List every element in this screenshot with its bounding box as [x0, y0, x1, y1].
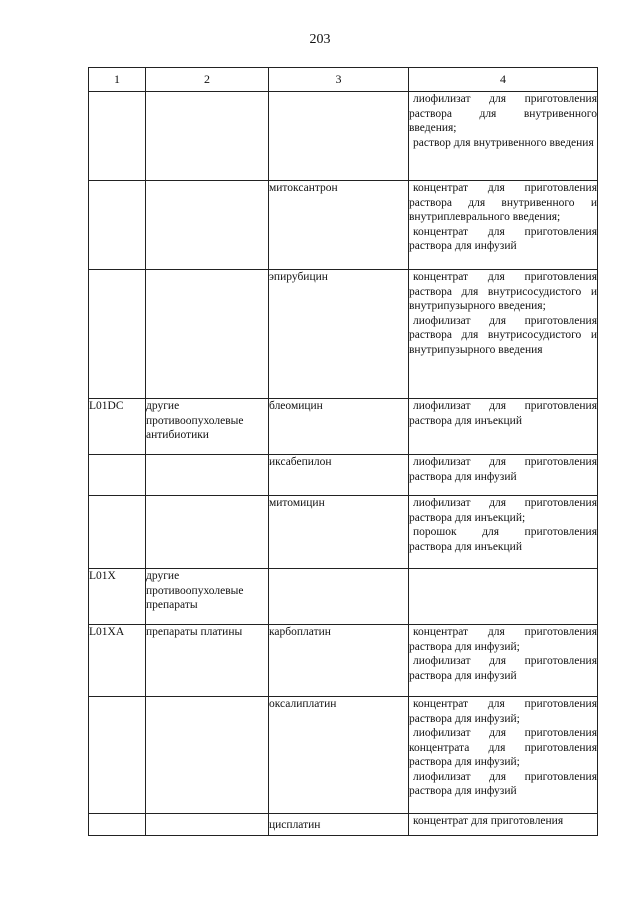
atc-code-cell: L01XA	[89, 625, 146, 697]
dosage-form-cell	[409, 625, 598, 697]
atc-code-cell	[89, 697, 146, 814]
atc-code-cell: L01X	[89, 569, 146, 625]
dosage-form-item: концентрат для приготовления раствора для инфузий;	[409, 626, 597, 653]
dosage-form-item: концентрат для приготовления раствора для внутрисосудистого и внутрипузырного введения;	[409, 271, 597, 312]
dosage-form-item: лиофилизат для приготовления концентрата для приготовления раствора для инфузий;	[409, 727, 597, 768]
drug-name-cell	[269, 569, 409, 625]
dosage-form-item: порошок для приготовления раствора для инъекций	[409, 526, 597, 553]
table-row	[89, 569, 598, 625]
dosage-form-cell	[409, 92, 598, 181]
atc-code-cell	[89, 455, 146, 496]
atc-code-cell	[89, 92, 146, 181]
group-name-cell	[146, 814, 269, 836]
drug-name-cell: оксалиплатин	[269, 697, 409, 814]
dosage-form-cell	[409, 569, 598, 625]
dosage-form-item: концентрат для приготовления	[413, 815, 564, 827]
header-col-2: 2	[146, 68, 269, 92]
dosage-form-cell	[409, 455, 598, 496]
dosage-form-item: раствор для внутривенного введения	[413, 136, 594, 149]
table-row	[89, 399, 598, 455]
header-col-1: 1	[89, 68, 146, 92]
drug-name-cell: иксабепилон	[269, 455, 409, 496]
header-col-3: 3	[269, 68, 409, 92]
atc-code-cell	[89, 496, 146, 569]
dosage-form-cell	[409, 496, 598, 569]
group-name-cell: другие противоопухолевые антибиотики	[146, 399, 269, 455]
table-row	[89, 625, 598, 697]
group-name-cell	[146, 92, 269, 181]
group-name-cell	[146, 697, 269, 814]
dosage-form-cell	[409, 814, 598, 836]
table-row	[89, 814, 598, 836]
atc-code-cell: L01DC	[89, 399, 146, 455]
table-row	[89, 181, 598, 270]
drug-name-cell: блеомицин	[269, 399, 409, 455]
group-name-cell: другие противоопухолевые препараты	[146, 569, 269, 625]
drug-name-cell: цисплатин	[269, 814, 409, 836]
atc-code-cell	[89, 181, 146, 270]
drug-table	[88, 67, 598, 836]
drug-name-cell: эпирубицин	[269, 270, 409, 399]
table-row	[89, 697, 598, 814]
atc-code-cell	[89, 270, 146, 399]
page-number: 203	[309, 32, 331, 47]
drug-name-cell	[269, 92, 409, 181]
drug-name-cell: митомицин	[269, 496, 409, 569]
group-name-cell	[146, 455, 269, 496]
dosage-form-cell	[409, 270, 598, 399]
dosage-form-item: лиофилизат для приготовления раствора для внутривенного введения;	[409, 93, 597, 134]
group-name-cell	[146, 181, 269, 270]
dosage-form-item: лиофилизат для приготовления раствора для инфузий	[409, 655, 597, 682]
dosage-form-item: концентрат для приготовления раствора для инфузий	[409, 225, 597, 252]
dosage-form-item: концентрат для приготовления раствора для внутривенного и внутриплеврального введения;	[409, 182, 597, 223]
dosage-form-item: лиофилизат для приготовления раствора для внутрисосудистого и внутрипузырного введения	[409, 314, 597, 356]
drug-name-cell: карбоплатин	[269, 625, 409, 697]
table-row	[89, 92, 598, 181]
dosage-form-item: лиофилизат для приготовления раствора для инфузий	[409, 770, 597, 797]
atc-code-cell	[89, 814, 146, 836]
dosage-form-item: концентрат для приготовления раствора для инфузий;	[409, 698, 597, 725]
dosage-form-item: лиофилизат для приготовления раствора для инъекций;	[409, 497, 597, 524]
group-name-cell	[146, 496, 269, 569]
dosage-form-cell	[409, 181, 598, 270]
group-name-cell	[146, 270, 269, 399]
dosage-form-item: лиофилизат для приготовления раствора для инфузий	[409, 456, 597, 483]
table-row	[89, 455, 598, 496]
dosage-form-item: лиофилизат для приготовления раствора для инъекций	[409, 400, 597, 427]
group-name-cell: препараты платины	[146, 625, 269, 697]
header-col-4: 4	[409, 68, 598, 92]
dosage-form-cell	[409, 399, 598, 455]
table-row	[89, 496, 598, 569]
drug-name-cell: митоксантрон	[269, 181, 409, 270]
table-header-row	[89, 68, 598, 92]
table-row	[89, 270, 598, 399]
dosage-form-cell	[409, 697, 598, 814]
